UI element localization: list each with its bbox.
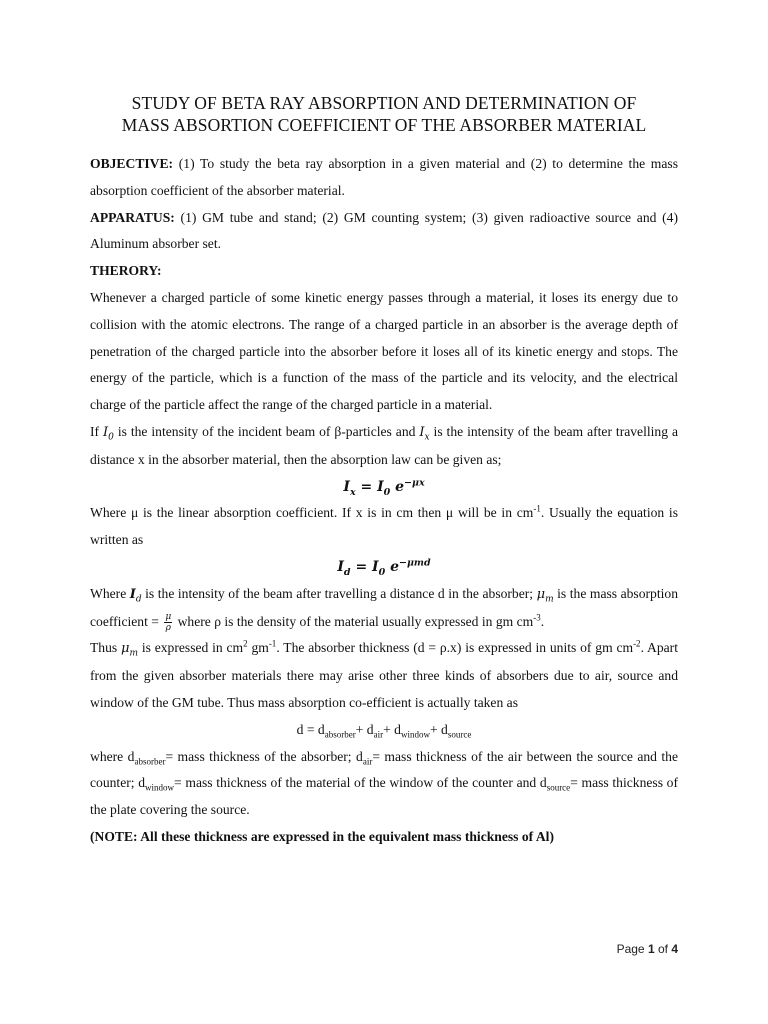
text-run: = mass thickness of the air between the source and the counter; d (90, 748, 679, 791)
text-run: is the intensity of the beam after travelling a distance d in the absorber; (141, 585, 537, 601)
math-ix: $I_x$ (419, 424, 430, 443)
equation-total-thickness: $d = d_{absorber}+ d_{air}+ d_{window}+ d_{source}$ (296, 721, 472, 740)
note-paragraph: (NOTE: All these thickness are expressed in the equivalent mass thickness of Al) (90, 828, 554, 844)
theory-paragraph-3: Where μ is the linear absorption coefficient. If x is in cm then μ will be in $cm^{-1}$. Usually the equation is written as (90, 503, 678, 548)
apparatus-paragraph (90, 205, 678, 259)
text-run: where ρ is the density of the material usually expressed in gm cm (174, 613, 534, 629)
theory-label: THERORY: (90, 263, 162, 279)
document-body (90, 151, 678, 851)
page-title (60, 92, 708, 136)
text-run: . The absorber thickness (d = ρ.x) is expressed in units of gm cm (276, 640, 634, 656)
page-number: Page 1 of 4 (616, 942, 678, 956)
theory-paragraph-6: where $d_{absorber}=$ mass thickness of the absorber; $d_{air}=$ mass thickness of the air between the source and the counter; $d_{window}=$ mass thickness of the material of the window of the counter and $d_{source}=$ mass thickness of the plate covering the source. (90, 748, 679, 818)
text-run: = mass thickness of the material of the window of the counter and d (174, 775, 547, 791)
objective-text: (1) To study the beta ray absorption in a given material and (2) to determine the mass absorption coefficient of the absorber material. (90, 156, 678, 198)
text-run: is the intensity of the beam after travelling a distance x in the absorber material, then the absorption law can be given as; (90, 423, 678, 467)
theory-paragraph-4: Where $I_d$ is the intensity of the beam after travelling a distance d in the absorber; $\mu_m$ is the mass absorption coefficient = $\frac{\mu}{\rho}$ where ρ is the density of the material usually expressed in gm $cm^{-3}$. (90, 585, 678, 633)
text-run: Thus (90, 640, 122, 656)
math-mu-m: $\mu_m$ (121, 641, 139, 659)
title-line-2: MASS ABSORTION COEFFICIENT OF THE ABSORBER MATERIAL (121, 115, 647, 135)
text-run: = mass thickness of the absorber; d (165, 748, 363, 764)
text-run: is the intensity of the incident beam of β-particles and (113, 423, 420, 439)
text-run: gm (247, 640, 269, 656)
objective-paragraph (90, 151, 678, 205)
equation-mass-absorption: $I_d = I_0$ $e^{-\mu md}$ (337, 557, 431, 578)
text-run: where d (90, 748, 135, 764)
text-run: Where (90, 585, 130, 601)
title-line-1: STUDY OF BETA RAY ABSORPTION AND DETERMINATION OF (131, 93, 637, 113)
theory-heading (90, 258, 678, 285)
theory-paragraph-2 (90, 419, 678, 474)
math-id: $I_d$ (129, 586, 142, 605)
math-i0: $I_0$ (103, 424, 114, 443)
text-run: . Usually the equation is written as (90, 505, 678, 548)
apparatus-label: APPARATUS: (90, 209, 175, 225)
text-run: = mass thickness of the plate covering the source. (90, 775, 679, 818)
theory-paragraph-5: Thus $\mu_m$ is expressed in $cm^2$ $gm^{-1}$. The absorber thickness (d = ρ.x) is expressed in units of gm $cm^{-2}$. Apart from the given absorber materials there may arise other three kinds of absorbers due to air, source and window of the GM tube. Thus mass absorption co-efficient is actually taken as (90, 638, 678, 710)
text-run: . Apart from the given absorber materials there may arise other three kinds of absorbers due to air, source and window of the GM tube. Thus mass absorption co-efficient is actually taken as (90, 640, 678, 710)
objective-label: OBJECTIVE: (90, 156, 174, 171)
fraction-mu-over-rho: $\frac{\mu}{\rho}$ (165, 611, 172, 633)
equation-absorption-law: $I_x = I_0$ $e^{-\mu x}$ (343, 476, 425, 498)
text-run: Where μ is the linear absorption coefficient. If x is in cm then μ will be in cm (90, 505, 534, 521)
apparatus-text: (1) GM tube and stand; (2) GM counting system; (3) given radioactive source and (4) Aluminum absorber set. (90, 209, 678, 252)
text-run: If (90, 423, 103, 439)
text-run: is expressed in cm (138, 640, 244, 656)
math-mu-m: $\mu_m$ (536, 586, 554, 605)
text-run: is the mass absorption coefficient = (90, 585, 678, 629)
theory-paragraph-1: Whenever a charged particle of some kinetic energy passes through a material, it loses its energy due to collision with the atomic electrons. The range of a charged particle in an absorber is the average depth of penetration of the charged particle into the absorber before it loses all of its kinetic energy and stops. The energy of the particle, which is a function of the mass of the particle and its velocity, and the electrical charge of the particle affect the range of the charged particle in a material. (90, 289, 678, 413)
